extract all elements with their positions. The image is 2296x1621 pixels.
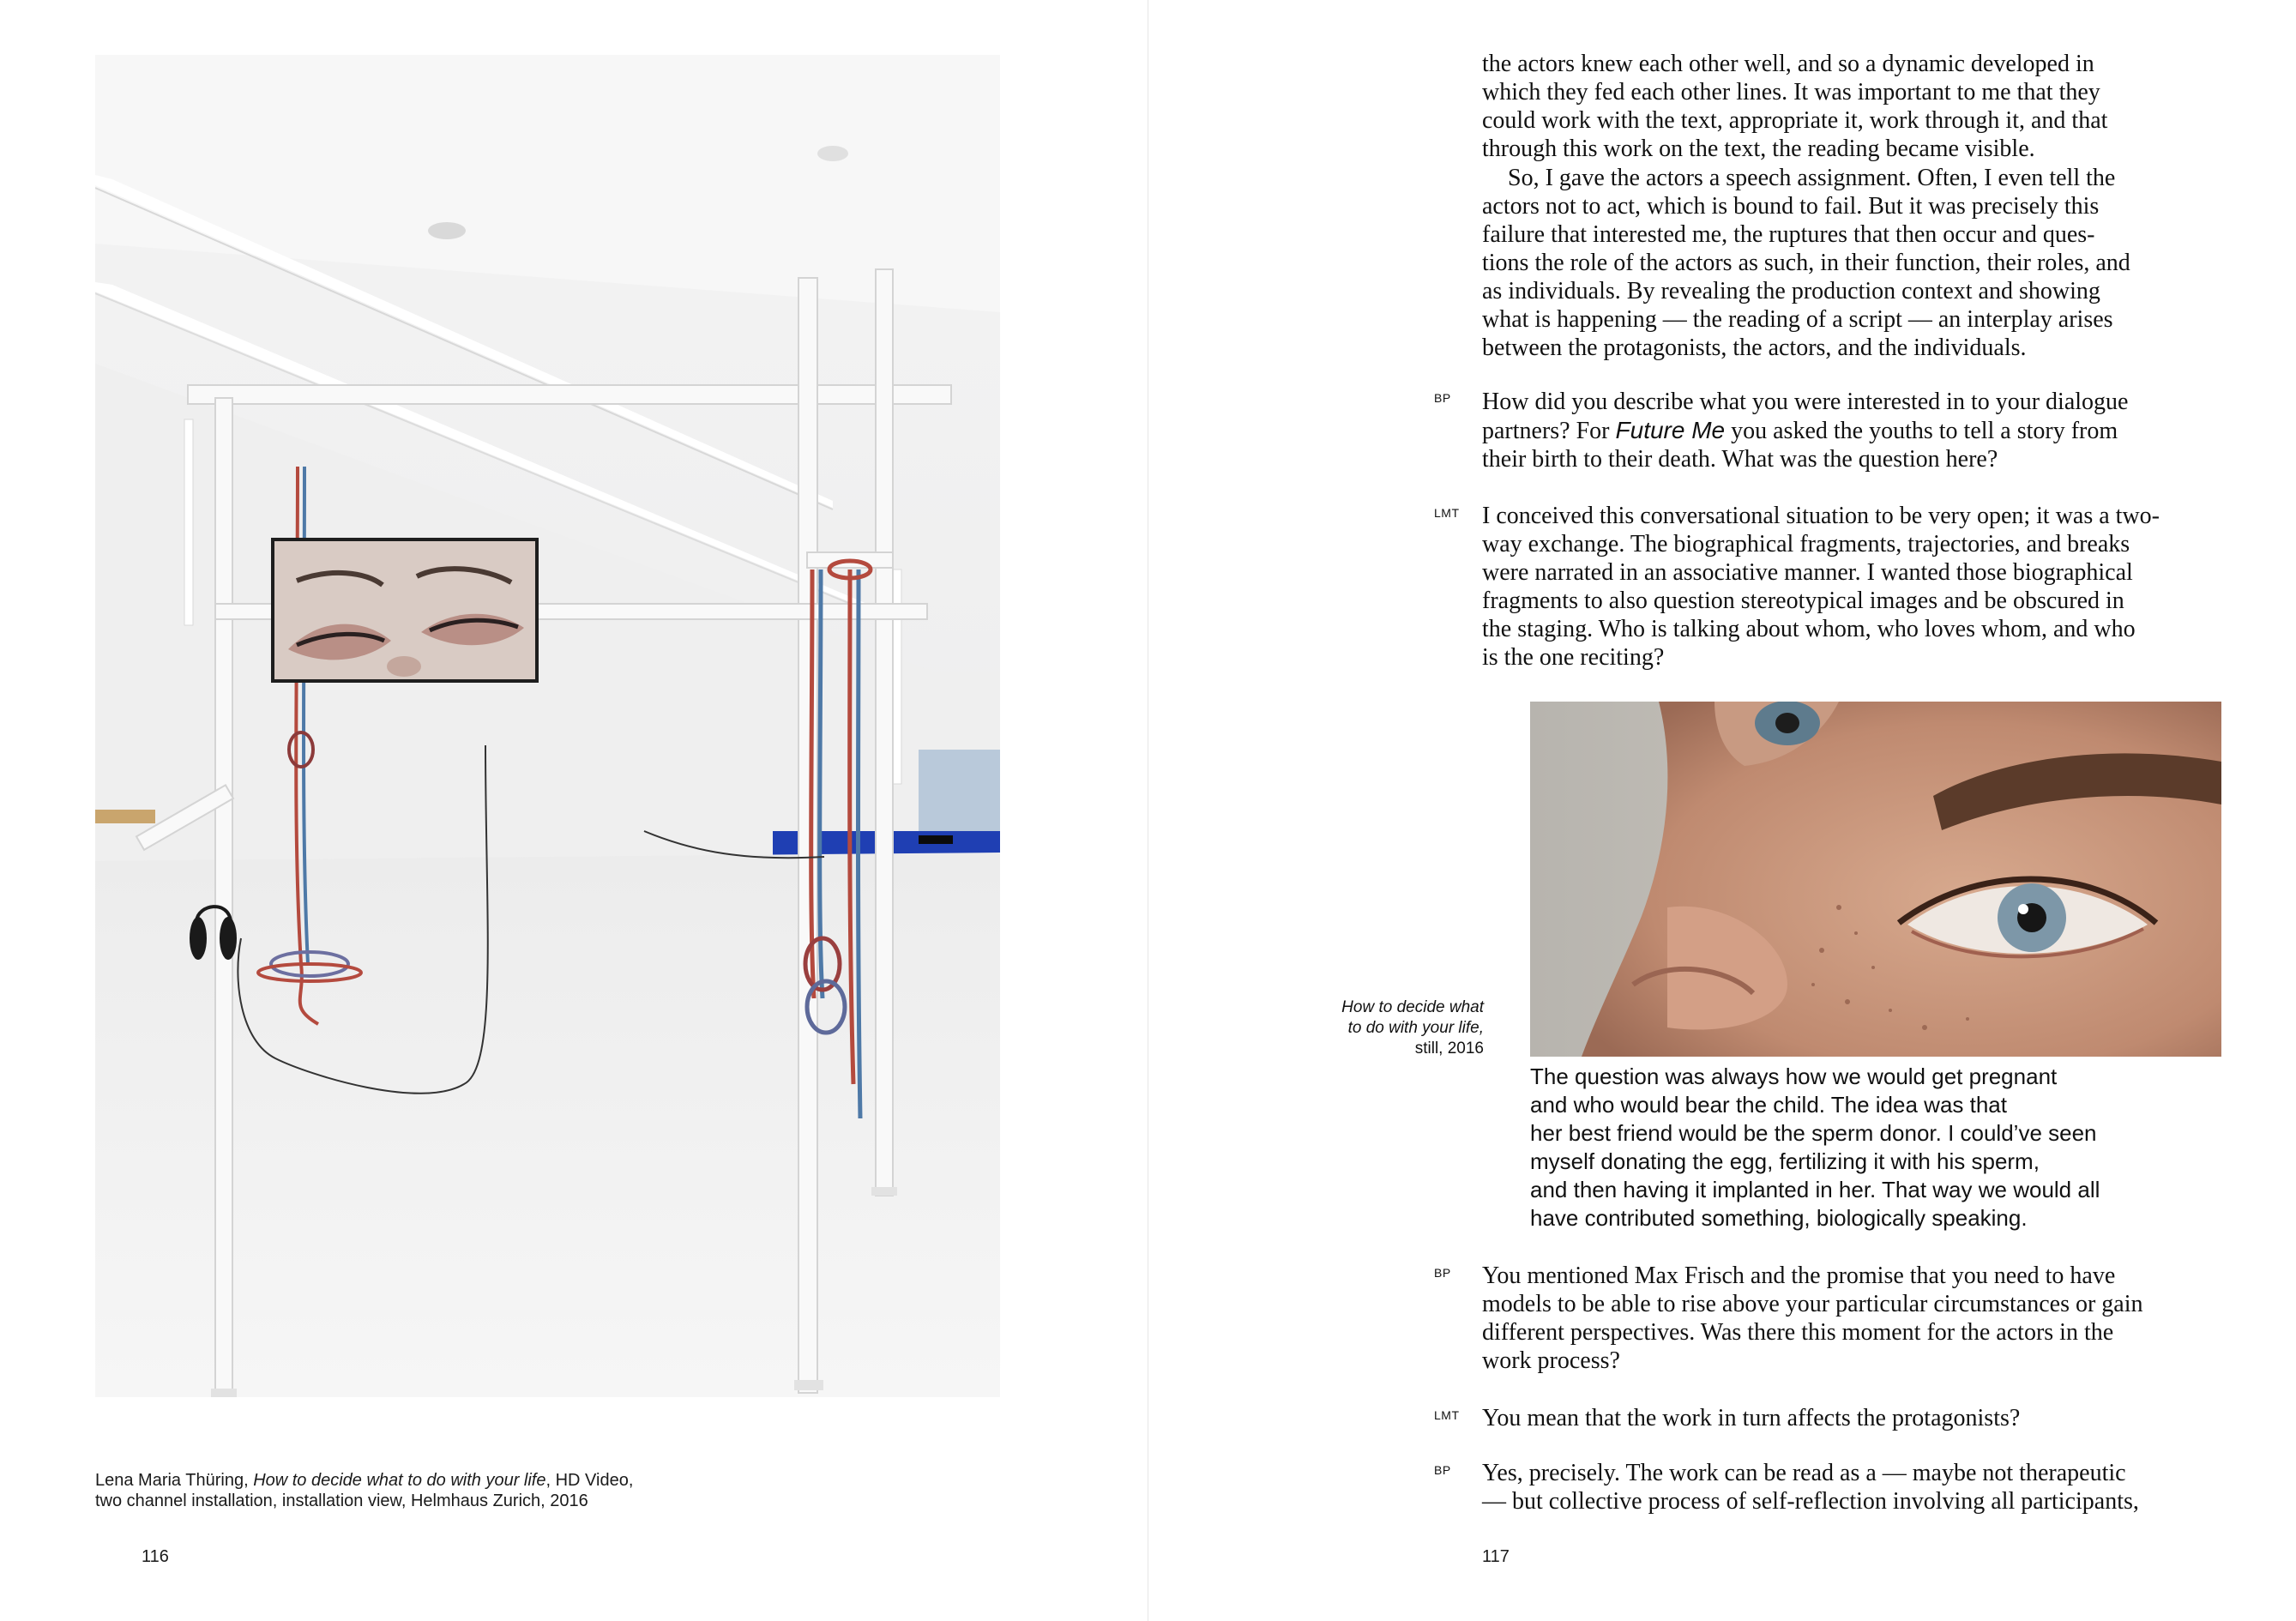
text-line: You mentioned Max Frisch and the promise that you need to have [1482, 1262, 2116, 1289]
text-line: what is happening — the reading of a script — an interplay arises [1482, 306, 2113, 333]
speaker-label: BP [1434, 1463, 1451, 1477]
text-line: failure that interested me, the ruptures that then occur and ques- [1482, 221, 2095, 248]
continuation-paragraph-2 [1482, 164, 2208, 362]
work-title-future-me: Future Me [1615, 417, 1726, 443]
quote-line: her best friend would be the sperm donor. I could’ve seen [1530, 1120, 2097, 1146]
page-number-left: 116 [142, 1547, 169, 1566]
speaker-label: LMT [1434, 1408, 1460, 1422]
question-1 [1482, 388, 2208, 473]
caption-details: two channel installation, installation view, Helmhaus Zurich, 2016 [95, 1491, 588, 1510]
text-line: were narrated in an associative manner. I wanted those biographical [1482, 559, 2133, 586]
caption-title-line: How to decide what [1341, 998, 1484, 1016]
text-line: I conceived this conversational situation to be very open; it was a two- [1482, 503, 2160, 529]
monitor-eyes-image [271, 538, 539, 683]
text-line: So, I gave the actors a speech assignment. Often, I even tell the [1508, 165, 2116, 191]
text-line [1482, 416, 2208, 445]
text-line: tions the role of the actors as such, in their function, their roles, and [1482, 250, 2130, 276]
text-line: the actors knew each other well, and so a dynamic developed in [1482, 51, 2094, 77]
monitor-screen [271, 538, 539, 683]
film-still-face [1530, 702, 2221, 1057]
caption-artist: Lena Maria Thüring, [95, 1471, 254, 1490]
text-line: between the protagonists, the actors, and the individuals. [1482, 334, 2027, 361]
text-line: the staging. Who is talking about whom, who loves whom, and who [1482, 616, 2136, 642]
caption-suffix: still, 2016 [1414, 1039, 1484, 1058]
quote-line: have contributed something, biologically speaking. [1530, 1205, 2028, 1231]
page-number-right: 117 [1482, 1547, 1510, 1566]
text-line: as individuals. By revealing the production context and showing [1482, 278, 2100, 304]
text-line: which they fed each other lines. It was important to me that they [1482, 79, 2100, 105]
question-3 [1482, 1459, 2208, 1516]
text-fragment: partners? For [1482, 418, 1616, 444]
text-line: fragments to also question stereotypical images and be obscured in [1482, 588, 2124, 614]
text-line: is the one reciting? [1482, 644, 1665, 671]
film-quote [1530, 1063, 2182, 1232]
text-line: different perspectives. Was there this moment for the actors in the [1482, 1319, 2114, 1346]
text-line: You mean that the work in turn affects the protagonists? [1482, 1405, 2021, 1431]
quote-line: The question was always how we would get pregnant [1530, 1064, 2058, 1089]
photo-caption [95, 1470, 747, 1511]
caption-title-line: to do with your life, [1347, 1019, 1484, 1037]
speaker-label: BP [1434, 1266, 1451, 1280]
text-line: their birth to their death. What was the question here? [1482, 446, 1998, 473]
text-line: work process? [1482, 1347, 1620, 1374]
text-line: Yes, precisely. The work can be read as a — maybe not therapeutic [1482, 1460, 2126, 1486]
text-line: models to be able to rise above your particular circumstances or gain [1482, 1291, 2143, 1317]
text-line: could work with the text, appropriate it, work through it, and that [1482, 107, 2108, 134]
installation-photo-image [95, 55, 1000, 1397]
answer-2 [1482, 1404, 2208, 1432]
answer-1 [1482, 502, 2208, 672]
question-2 [1482, 1262, 2208, 1375]
speaker-label: BP [1434, 391, 1451, 405]
installation-photo [95, 55, 1000, 1397]
text-line: through this work on the text, the reading became visible. [1482, 136, 2035, 162]
film-still-image [1530, 702, 2221, 1057]
caption-work-title: How to decide what to do with your life [253, 1471, 546, 1490]
speaker-label: LMT [1434, 506, 1460, 520]
quote-line: and who would bear the child. The idea was that [1530, 1092, 2007, 1118]
text-line: way exchange. The biographical fragments, trajectories, and breaks [1482, 531, 2130, 557]
text-line: — but collective process of self-reflection involving all participants, [1482, 1488, 2139, 1515]
film-still-caption [1295, 997, 1484, 1059]
quote-line: myself donating the egg, fertilizing it with his sperm, [1530, 1148, 2040, 1174]
quote-line: and then having it implanted in her. That way we would all [1530, 1177, 2100, 1202]
caption-medium: , HD Video, [545, 1471, 634, 1490]
text-line: How did you describe what you were interested in to your dialogue [1482, 389, 2129, 415]
text-line: actors not to act, which is bound to fail. But it was precisely this [1482, 193, 2100, 220]
continuation-paragraph-1 [1482, 50, 2208, 163]
text-fragment: you asked the youths to tell a story from [1725, 418, 2118, 444]
